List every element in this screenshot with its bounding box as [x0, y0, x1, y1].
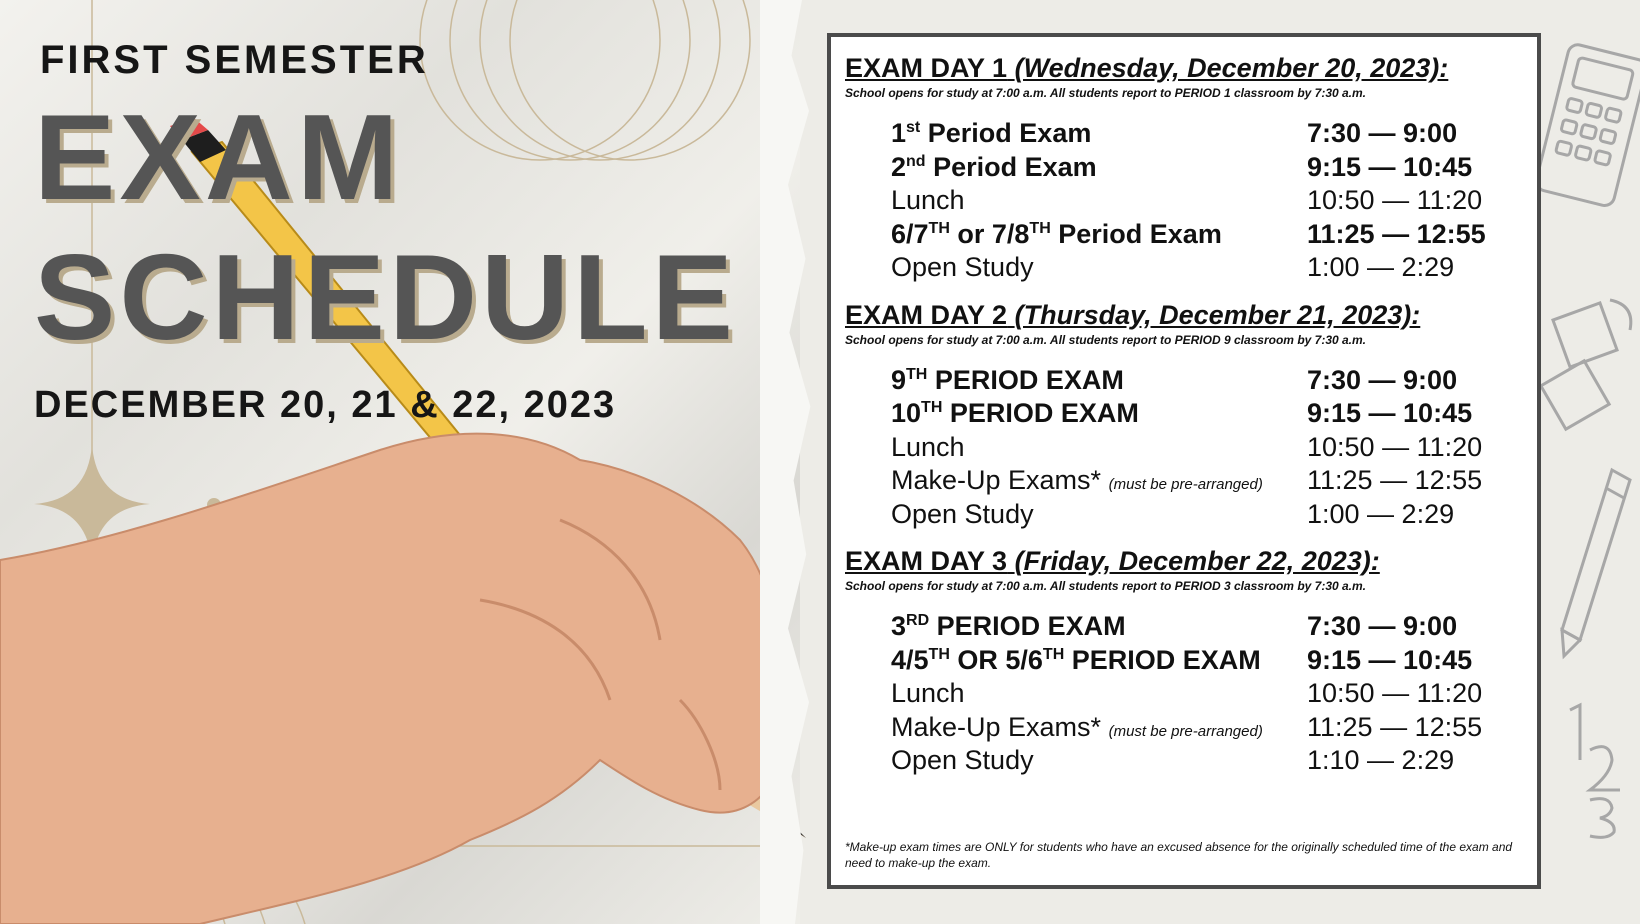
schedule-row-label: [891, 611, 1307, 642]
label-text: Open Study: [891, 745, 1034, 775]
exam-day-label: EXAM DAY 1: [845, 53, 1008, 83]
ordinal-suffix: nd: [906, 152, 926, 170]
label-text: 6/7: [891, 218, 929, 249]
exam-days: [845, 53, 1523, 779]
schedule-row-time: 11:25 — 12:55: [1307, 711, 1483, 742]
schedule-row: [891, 712, 1523, 746]
exam-day-note: School opens for study at 7:00 a.m. All students report to PERIOD 1 classroom by 7:30 a.m.: [845, 86, 1367, 100]
label-text: Period Exam: [1050, 218, 1222, 249]
schedule-row-label: [891, 745, 1307, 776]
exam-day-heading: [845, 53, 1523, 84]
ordinal-suffix: TH: [906, 365, 928, 383]
label-text: PERIOD EXAM: [942, 398, 1139, 428]
schedule-row-time: 7:30 — 9:00: [1307, 118, 1458, 148]
schedule-row-label: [891, 465, 1307, 496]
label-text: Period Exam: [920, 118, 1092, 148]
ordinal-suffix: TH: [1029, 219, 1051, 237]
ordinal-suffix: RD: [906, 612, 930, 629]
number-123-icon: [1550, 700, 1640, 840]
schedule-row-label: [891, 365, 1307, 396]
schedule-row: [891, 365, 1523, 399]
label-text: PERIOD EXAM: [929, 611, 1126, 641]
label-text: Open Study: [891, 252, 1034, 282]
ordinal-suffix: TH: [928, 645, 950, 663]
schedule-row-label: [891, 219, 1307, 250]
schedule-row: [891, 499, 1523, 533]
schedule-row: [891, 252, 1523, 286]
schedule-row: [891, 678, 1523, 712]
schedule-row: [891, 432, 1523, 466]
label-text: Lunch: [891, 431, 965, 462]
schedule-row: [891, 398, 1523, 432]
schedule-row-time: 1:10 — 2:29: [1307, 745, 1455, 775]
exam-day-heading: [845, 546, 1523, 577]
exam-dates: DECEMBER 20, 21 & 22, 2023: [34, 384, 617, 426]
schedule-rows: [845, 365, 1523, 533]
label-text: 2: [891, 151, 907, 182]
ordinal-suffix: st: [906, 119, 921, 136]
label-text: 4/5: [891, 644, 929, 675]
schedule-card: [827, 33, 1541, 889]
schedule-row-time: 9:15 — 10:45: [1307, 151, 1473, 182]
schedule-row-label: [891, 152, 1307, 183]
pre-arranged-note: (must be pre-arranged): [1108, 722, 1263, 740]
schedule-row-label: [891, 432, 1307, 463]
schedule-row-time: 7:30 — 9:00: [1307, 364, 1458, 395]
ordinal-suffix: TH: [1042, 645, 1065, 663]
schedule-row: [891, 611, 1523, 645]
title-schedule: SCHEDULE: [34, 229, 738, 365]
pencil-icon: [1550, 460, 1640, 660]
schedule-row: [891, 745, 1523, 779]
label-text: Make-Up Exams*: [891, 465, 1102, 495]
schedule-row-time: 1:00 — 2:29: [1307, 252, 1455, 282]
exam-day-date: (Thursday, December 21, 2023):: [1014, 299, 1421, 330]
pre-arranged-note: (must be pre-arranged): [1108, 476, 1263, 493]
calculator-icon: [1540, 40, 1640, 220]
schedule-row-time: 11:25 — 12:55: [1307, 465, 1483, 495]
exam-day-date: (Friday, December 22, 2023):: [1014, 546, 1380, 576]
schedule-row-label: [891, 398, 1307, 429]
label-text: Open Study: [891, 498, 1034, 529]
exam-day-date: (Wednesday, December 20, 2023):: [1014, 53, 1449, 83]
label-text: or 7/8: [949, 218, 1030, 249]
exam-day-note: School opens for study at 7:00 a.m. All students report to PERIOD 9 classroom by 7:30 a.m.: [845, 332, 1367, 347]
exam-day-note: School opens for study at 7:00 a.m. All students report to PERIOD 3 classroom by 7:30 a.m.: [845, 579, 1367, 593]
exam-day-2: [845, 300, 1523, 533]
schedule-row-label: [891, 645, 1307, 676]
label-text: 9: [891, 364, 907, 395]
schedule-row-time: 7:30 — 9:00: [1307, 611, 1458, 641]
schedule-row-label: [891, 678, 1307, 709]
schedule-row: [891, 185, 1523, 219]
label-text: 3: [891, 611, 907, 641]
schedule-row: [891, 219, 1523, 253]
schedule-row: [891, 465, 1523, 499]
label-text: 10: [891, 398, 922, 428]
schedule-row-label: [891, 252, 1307, 283]
schedule-row-label: [891, 118, 1307, 149]
ordinal-suffix: TH: [921, 399, 943, 416]
schedule-row-label: [891, 499, 1307, 530]
exam-day-label: EXAM DAY 3: [845, 546, 1008, 576]
schedule-rows: [845, 611, 1523, 779]
exam-day-1: [845, 53, 1523, 286]
schedule-rows: [845, 118, 1523, 286]
label-text: Period Exam: [925, 151, 1097, 182]
exam-day-3: [845, 546, 1523, 779]
schedule-row-time: 10:50 — 11:20: [1307, 431, 1483, 462]
schedule-row-time: 10:50 — 11:20: [1307, 678, 1483, 708]
schedule-row: [891, 645, 1523, 679]
label-text: Lunch: [891, 185, 965, 215]
schedule-row-time: 11:25 — 12:55: [1307, 218, 1486, 249]
label-text: PERIOD EXAM: [927, 364, 1124, 395]
schedule-row: [891, 118, 1523, 152]
schedule-row-time: 10:50 — 11:20: [1307, 185, 1483, 215]
schedule-row: [891, 152, 1523, 186]
exam-day-heading: [845, 300, 1523, 331]
schedule-row-label: [891, 185, 1307, 216]
schedule-row-time: 9:15 — 10:45: [1307, 398, 1473, 428]
label-text: PERIOD EXAM: [1064, 644, 1261, 675]
schedule-row-time: 9:15 — 10:45: [1307, 644, 1473, 675]
label-text: Lunch: [891, 678, 965, 708]
semester-label: FIRST SEMESTER: [40, 38, 429, 82]
exam-day-label: EXAM DAY 2: [845, 299, 1008, 330]
abc-blocks-icon: [1540, 290, 1640, 440]
schedule-row-time: 1:00 — 2:29: [1307, 498, 1455, 529]
footnote: *Make-up exam times are ONLY for students who have an excused absence for the originally scheduled time of the exam and need to make-up the exam.: [845, 839, 1513, 870]
label-text: Make-Up Exams*: [891, 711, 1102, 742]
title-exam: EXAM: [34, 89, 403, 225]
label-text: 1: [891, 118, 907, 148]
label-text: OR 5/6: [949, 644, 1043, 675]
schedule-row-label: [891, 712, 1307, 743]
ordinal-suffix: TH: [928, 219, 950, 237]
